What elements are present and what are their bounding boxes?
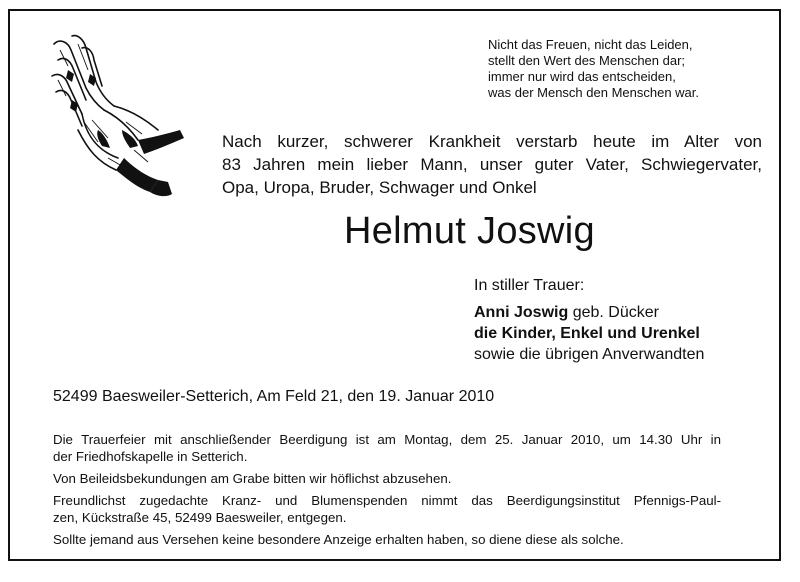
- memorial-poem: [488, 37, 763, 101]
- address-date-line: 52499 Baesweiler-Setterich, Am Feld 21, den 19. Januar 2010: [53, 388, 495, 405]
- mourner-wife: [474, 302, 764, 323]
- wife-name: Anni Joswig: [474, 304, 569, 321]
- death-announcement: [222, 130, 762, 199]
- funeral-line: Die Trauerfeier mit anschließender Beerdigung ist am Montag, dem 25. Januar 2010, um 14.30 Uhr in: [53, 432, 721, 447]
- poem-line: Nicht das Freuen, nicht das Leiden,: [488, 37, 693, 52]
- funeral-paragraph: [53, 431, 721, 465]
- announcement-line: 83 Jahren mein lieber Mann, unser guter Vater, Schwiegervater,: [222, 155, 762, 174]
- mourner-family: [474, 323, 764, 344]
- poem-line: was der Mensch den Menschen war.: [488, 85, 699, 100]
- poem-line: immer nur wird das entscheiden,: [488, 69, 676, 84]
- notice-paragraph: Sollte jemand aus Versehen keine besondere Anzeige erhalten haben, so diene diese als solche.: [53, 532, 624, 547]
- praying-hands-icon: [38, 30, 190, 198]
- mourner-relatives: sowie die übrigen Anverwandten: [474, 346, 705, 363]
- poem-line: stellt den Wert des Menschen dar;: [488, 53, 686, 68]
- deceased-name: Helmut Joswig: [344, 210, 595, 252]
- family-names: die Kinder, Enkel und Urenkel: [474, 325, 700, 342]
- announcement-line: Nach kurzer, schwerer Krankheit verstarb heute im Alter von: [222, 132, 762, 151]
- announcement-line: Opa, Uropa, Bruder, Schwager und Onkel: [222, 178, 537, 197]
- funeral-details: [53, 431, 721, 553]
- condolence-paragraph: Von Beileidsbekundungen am Grabe bitten wir höflichst abzusehen.: [53, 471, 452, 486]
- mourning-heading: In stiller Trauer:: [474, 277, 585, 294]
- donation-line: zen, Kückstraße 45, 52499 Baesweiler, entgegen.: [53, 510, 347, 525]
- donation-line: Freundlichst zugedachte Kranz- und Blumenspenden nimmt das Beerdigungsinstitut Pfennigs-Paul-: [53, 493, 721, 508]
- wife-birth-name: geb. Dücker: [572, 304, 659, 321]
- mourners-block: [474, 275, 764, 365]
- donation-paragraph: [53, 492, 721, 526]
- funeral-line: der Friedhofskapelle in Setterich.: [53, 449, 248, 464]
